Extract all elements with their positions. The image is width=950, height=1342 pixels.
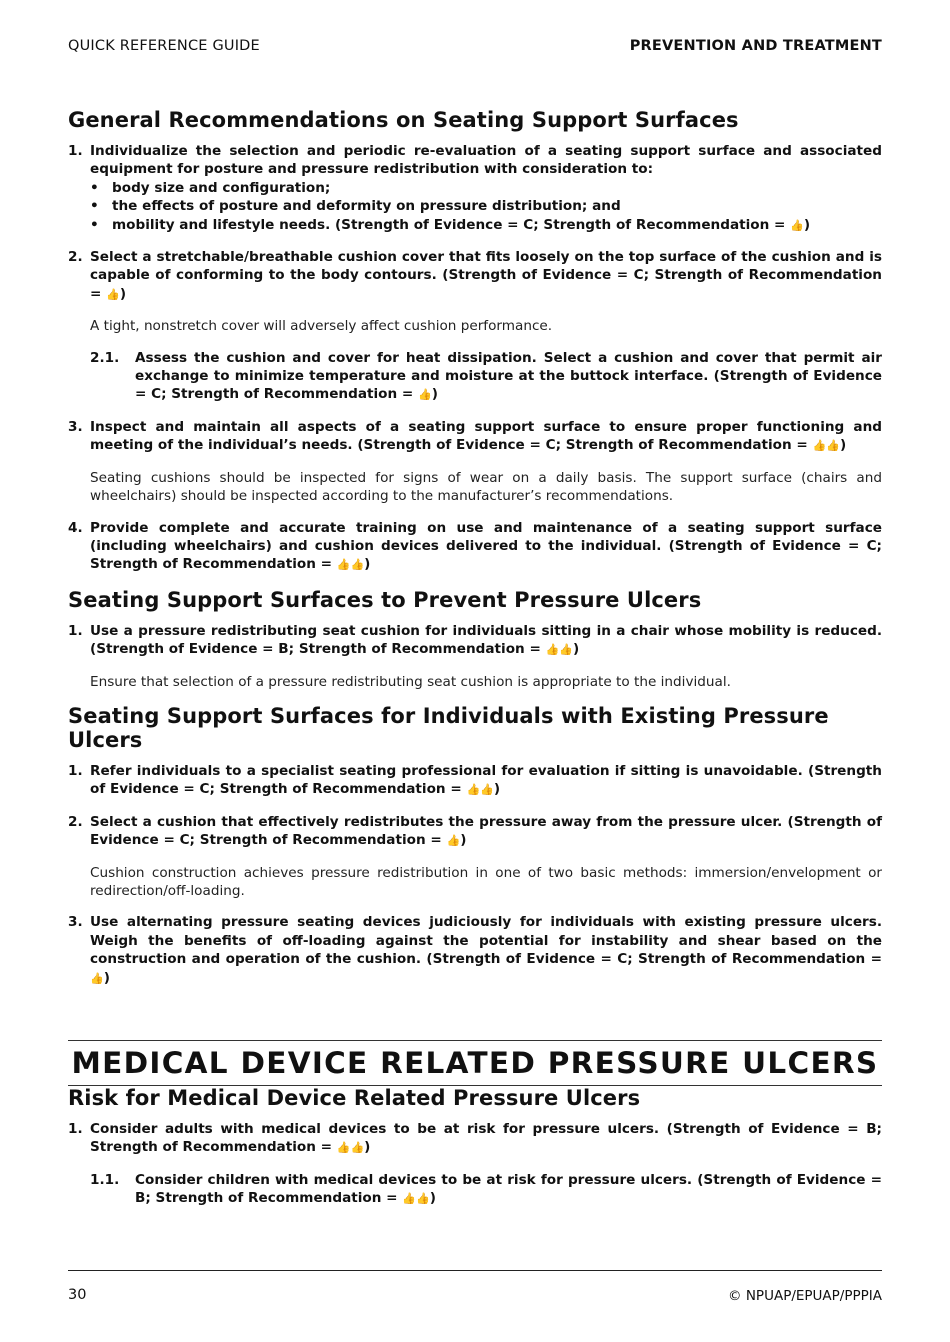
item-number: 1. bbox=[68, 622, 83, 639]
thumbs-up-icon: 👍 bbox=[790, 218, 804, 232]
item-number: 1. bbox=[68, 143, 83, 159]
thumbs-up-icon: 👍 bbox=[90, 971, 104, 985]
sub-recommendation-item bbox=[90, 349, 882, 405]
section-heading-general: General Recommendations on Seating Support Surfaces bbox=[68, 108, 739, 132]
explanatory-note: A tight, nonstretch cover will adversely affect cushion performance. bbox=[90, 318, 553, 335]
item-number: 2.1. bbox=[90, 349, 120, 366]
page-content bbox=[68, 108, 882, 1222]
closing-paren: ) bbox=[573, 641, 580, 658]
copyright-notice: © NPUAP/EPUAP/PPPIA bbox=[728, 1288, 882, 1304]
item-number: 4. bbox=[68, 519, 83, 536]
item-number: 1. bbox=[68, 762, 83, 779]
running-footer bbox=[68, 1270, 882, 1304]
recommendation-text: Consider children with medical devices to be at risk for pressure ulcers. (Strength of Evidence = B; Strength of Recommendation = bbox=[135, 1171, 882, 1207]
closing-paren: ) bbox=[103, 969, 110, 986]
guide-title: QUICK REFERENCE GUIDE bbox=[68, 38, 260, 54]
recommendation-text: Use alternating pressure seating devices judiciously for individuals with existing pressure ulcers. Weigh the benefits of off-loading against the potential for instability and shear based on the construction and operation of the cushion. (Strength of Evidence = C; Strength of Recommendation = bbox=[90, 914, 882, 968]
recommendation-text: Consider adults with medical devices to be at risk for pressure ulcers. (Strength of Evidence = B; Strength of Recommendation = bbox=[90, 1121, 882, 1156]
sub-recommendation-item bbox=[90, 1171, 882, 1209]
chapter-label: PREVENTION AND TREATMENT bbox=[629, 38, 882, 54]
recommendation-text: Select a cushion that effectively redistributes the pressure away from the pressure ulcer. (Strength of Evidence = C; Strength of Recommendation = bbox=[90, 813, 882, 849]
running-header bbox=[68, 38, 882, 58]
recommendation-item bbox=[68, 1120, 882, 1158]
page-number: 30 bbox=[68, 1287, 87, 1303]
recommendation-item bbox=[68, 519, 882, 575]
item-number: 1. bbox=[68, 1121, 83, 1137]
closing-paren: ) bbox=[431, 386, 438, 403]
bullet-text: mobility and lifestyle needs. (Strength of Evidence = C; Strength of Recommendation = bbox=[112, 216, 791, 233]
thumbs-up-icon: 👍 bbox=[106, 287, 120, 301]
section-heading-prevent: Seating Support Surfaces to Prevent Pressure Ulcers bbox=[68, 587, 702, 612]
recommendation-text: Individualize the selection and periodic re-evaluation of a seating support surface and associated equipment for posture and pressure redistribution with consideration to: bbox=[90, 143, 882, 178]
chapter-title: MEDICAL DEVICE RELATED PRESSURE ULCERS bbox=[71, 1046, 879, 1080]
thumbs-up-icon: 👍 bbox=[446, 834, 461, 848]
recommendation-text: Inspect and maintain all aspects of a seating support surface to ensure proper functioning and meeting of the individual’s needs. (Strength of Evidence = C; Strength of Recommendation = bbox=[90, 418, 882, 454]
bullet-item bbox=[90, 216, 882, 235]
recommendation-text: Provide complete and accurate training on use and maintenance of a seating support surface (including wheelchairs) and cushion devices delivered to the individual. (Strength of Evidence = C; Strength of Recommendation = bbox=[90, 519, 882, 573]
document-page bbox=[68, 0, 882, 1342]
recommendation-text: Assess the cushion and cover for heat dissipation. Select a cushion and cover that permit air exchange to minimize temperature and moisture at the buttock interface. (Strength of Evidence = C; Strength of Recommendation = bbox=[135, 349, 882, 403]
recommendation-text: Select a stretchable/breathable cushion cover that fits loosely on the top surface of the cushion and is capable of conforming to the body contours. (Strength of Evidence = C; Strength of Recommendation = bbox=[90, 249, 882, 302]
recommendation-text: Use a pressure redistributing seat cushion for individuals sitting in a chair whose mobility is reduced. (Strength of Evidence = B; Strength of Recommendation = bbox=[90, 622, 882, 658]
section-heading-existing: Seating Support Surfaces for Individuals with Existing Pressure Ulcers bbox=[68, 703, 829, 752]
bullet-item: • body size and configuration; bbox=[90, 179, 882, 197]
thumbs-up-icon: 👍👍 bbox=[812, 439, 840, 453]
thumbs-up-icon: 👍👍 bbox=[545, 643, 573, 657]
item-number: 3. bbox=[68, 418, 83, 435]
recommendation-item bbox=[68, 762, 882, 800]
closing-paren: ) bbox=[803, 216, 811, 233]
recommendation-item bbox=[68, 418, 882, 456]
explanatory-note: Ensure that selection of a pressure redistributing seat cushion is appropriate to the individual. bbox=[90, 673, 731, 690]
item-number: 1.1. bbox=[90, 1171, 120, 1188]
section-heading-risk: Risk for Medical Device Related Pressure Ulcers bbox=[68, 1086, 641, 1110]
recommendation-item bbox=[68, 813, 882, 851]
recommendation-item bbox=[68, 142, 882, 235]
thumbs-up-icon: 👍 bbox=[418, 388, 432, 402]
closing-paren: ) bbox=[364, 556, 371, 573]
thumbs-up-icon: 👍👍 bbox=[336, 1141, 365, 1155]
explanatory-note: Cushion construction achieves pressure redistribution in one of two basic methods: immersion/envelopment or redirection/off-loading. bbox=[90, 864, 882, 899]
recommendation-text: Refer individuals to a specialist seating professional for evaluation if sitting is unavoidable. (Strength of Evidence = C; Strength of Recommendation = bbox=[90, 762, 882, 798]
thumbs-up-icon: 👍👍 bbox=[402, 1192, 430, 1206]
closing-paren: ) bbox=[429, 1190, 436, 1207]
closing-paren: ) bbox=[364, 1139, 371, 1156]
bullet-list bbox=[90, 179, 882, 235]
closing-paren: ) bbox=[119, 285, 127, 302]
thumbs-up-icon: 👍👍 bbox=[466, 783, 494, 797]
explanatory-note: Seating cushions should be inspected for signs of wear on a daily basis. The support surface (chairs and wheelchairs) should be inspected according to the manufacturer’s recommendations. bbox=[90, 469, 882, 505]
chapter-banner bbox=[68, 1040, 882, 1086]
closing-paren: ) bbox=[493, 781, 501, 798]
closing-paren: ) bbox=[460, 832, 467, 849]
thumbs-up-icon: 👍👍 bbox=[336, 558, 365, 572]
bullet-item: • the effects of posture and deformity on pressure distribution; and bbox=[90, 197, 882, 215]
recommendation-item bbox=[68, 248, 882, 304]
item-number: 3. bbox=[68, 914, 83, 931]
closing-paren: ) bbox=[839, 437, 847, 454]
recommendation-item bbox=[68, 622, 882, 660]
recommendation-item bbox=[68, 913, 882, 988]
item-number: 2. bbox=[68, 249, 83, 266]
item-number: 2. bbox=[68, 813, 83, 830]
